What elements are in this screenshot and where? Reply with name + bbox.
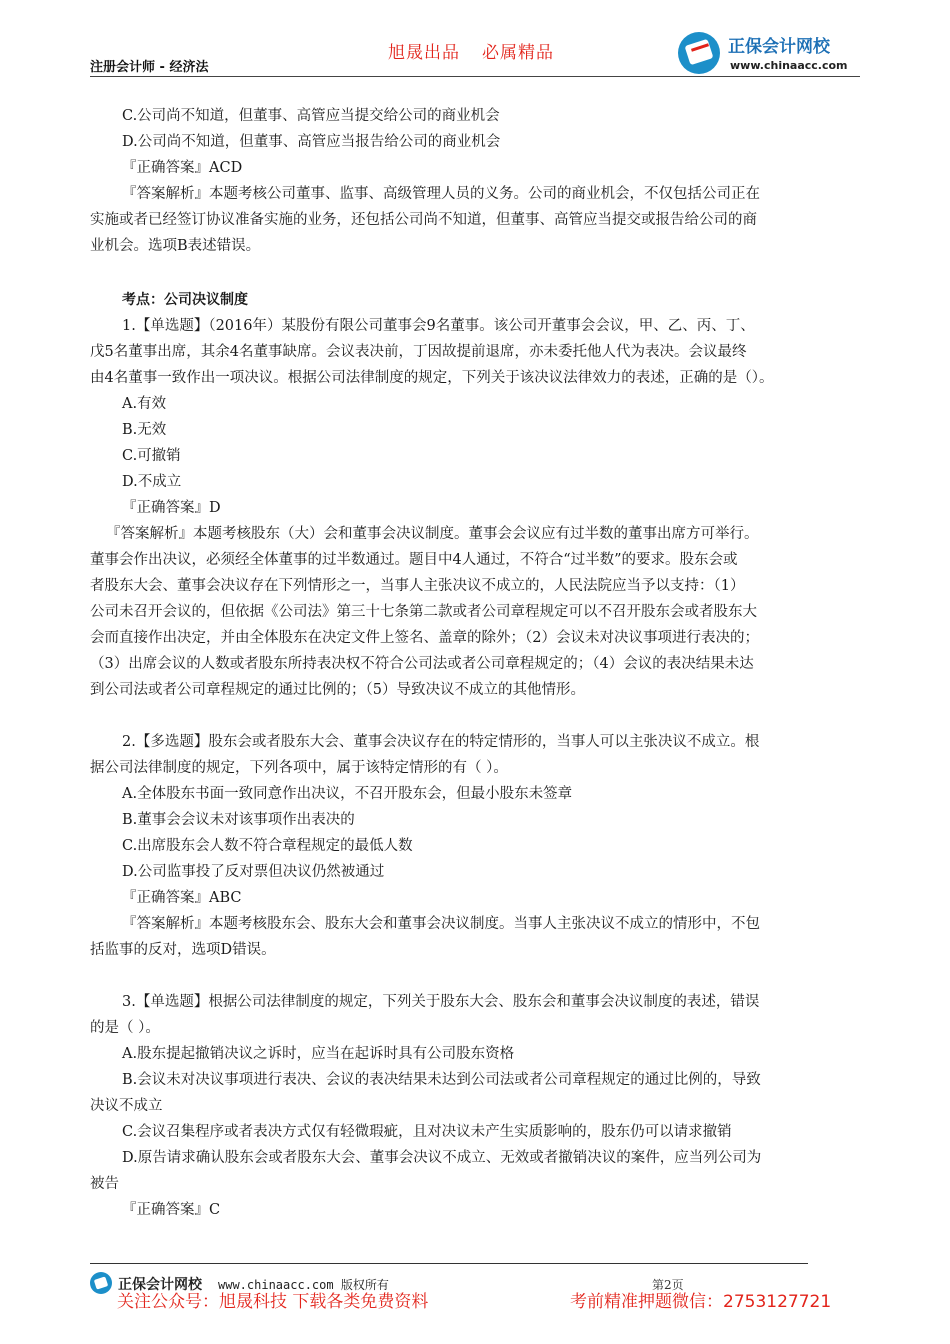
q1-stem-line: 戊5名董事出席，其余4名董事缺席。会议表决前，丁因故提前退席，亦未委托他人代为表决。会议最终 — [90, 344, 747, 360]
q3-option-c: C.会议召集程序或者表决方式仅有轻微瑕疵，且对决议未产生实质影响的，股东仍可以请求撤销 — [122, 1124, 732, 1140]
q1-analysis-line: 者股东大会、董事会决议存在下列情形之一，当事人主张决议不成立的，人民法院应当予以支持：（1） — [90, 578, 745, 594]
footer-logo-icon — [90, 1272, 112, 1294]
q1-analysis-line: 『答案解析』本题考核股东（大）会和董事会决议制度。董事会会议应有过半数的董事出席方可举行。 — [106, 526, 759, 542]
prev-option-d: D.公司尚不知道，但董事、高管应当报告给公司的商业机会 — [122, 134, 501, 150]
slogan-part-1: 旭晟出品 — [388, 43, 460, 63]
q1-option-b: B.无效 — [122, 422, 167, 438]
q1-stem-line: 由4名董事一致作出一项决议。根据公司法律制度的规定，下列关于该决议法律效力的表述，正确的是（）。 — [90, 370, 774, 386]
prev-answer: 『正确答案』ACD — [122, 160, 243, 176]
q3-stem-line: 的是（ ）。 — [90, 1020, 160, 1036]
q2-stem-line: 据公司法律制度的规定，下列各项中，属于该特定情形的有（ ）。 — [90, 760, 508, 776]
promo-contact: 考前精准押题微信：2753127721 — [570, 1292, 832, 1312]
q2-analysis-line: 『答案解析』本题考核股东会、股东大会和董事会决议制度。当事人主张决议不成立的情形中，不包 — [122, 916, 760, 932]
brand-url: www.chinaacc.com — [730, 59, 848, 72]
slogan-part-2: 必属精品 — [482, 43, 554, 63]
q2-stem-line: 2.【多选题】股东会或者股东大会、董事会决议存在的特定情形的，当事人可以主张决议不成立。根 — [122, 734, 760, 750]
q1-analysis-line: 董事会作出决议，必须经全体董事的过半数通过。题目中4人通过，不符合“过半数”的要求。股东会或 — [90, 552, 738, 568]
prev-option-c: C.公司尚不知道，但董事、高管应当提交给公司的商业机会 — [122, 108, 500, 124]
q1-analysis-line: 到公司法或者公司章程规定的通过比例的；（5）导致决议不成立的其他情形。 — [90, 682, 585, 698]
footer-copyright: www.chinaacc.com 版权所有 — [218, 1278, 389, 1292]
page-number: 第2页 — [652, 1278, 684, 1292]
q2-answer: 『正确答案』ABC — [122, 890, 242, 906]
q3-option-b: B.会议未对决议事项进行表决、会议的表决结果未达到公司法或者公司章程规定的通过比例的，导致 — [122, 1072, 761, 1088]
q1-analysis-line: 会而直接作出决定，并由全体股东在决定文件上签名、盖章的除外；（2）会议未对决议事项进行表决的； — [90, 630, 759, 646]
prev-analysis-line: 『答案解析』本题考核公司董事、监事、高级管理人员的义务。公司的商业机会，不仅包括公司正在 — [122, 186, 760, 202]
q3-option-b-cont: 决议不成立 — [90, 1098, 163, 1114]
q3-option-a: A.股东提起撤销决议之诉时，应当在起诉时具有公司股东资格 — [122, 1046, 515, 1062]
q1-analysis-line: 公司未召开会议的，但依据《公司法》第三十七条第二款或者公司章程规定可以不召开股东会或者股东大 — [90, 604, 757, 620]
q3-answer: 『正确答案』C — [122, 1202, 221, 1218]
q1-stem-line: 1.【单选题】（2016年）某股份有限公司董事会9名董事。该公司开董事会会议，甲、乙、丙、丁、 — [122, 318, 755, 334]
prev-analysis-line: 业机会。选项B表述错误。 — [90, 238, 261, 254]
q2-option-d: D.公司监事投了反对票但决议仍然被通过 — [122, 864, 385, 880]
q2-option-c: C.出席股东会人数不符合章程规定的最低人数 — [122, 838, 413, 854]
q1-analysis-line: （3）出席会议的人数或者股东所持表决权不符合公司法或者公司章程规定的；（4）会议的表决结果未达 — [90, 656, 754, 672]
subject-header: 注册会计师 - 经济法 — [90, 60, 209, 75]
prev-analysis-line: 实施或者已经签订协议准备实施的业务，还包括公司尚不知道，但董事、高管应当提交或报告给公司的商 — [90, 212, 757, 228]
brand-logo-icon — [678, 32, 720, 74]
q2-option-b: B.董事会会议未对该事项作出表决的 — [122, 812, 355, 828]
brand-logo — [678, 30, 878, 76]
q1-option-c: C.可撤销 — [122, 448, 181, 464]
brand-name: 正保会计网校 — [728, 37, 830, 57]
q3-option-d-cont: 被告 — [90, 1176, 119, 1192]
promo-wechat-account: 关注公众号：旭晟科技 下载各类免费资料 — [117, 1292, 429, 1312]
q3-stem-line: 3.【单选题】根据公司法律制度的规定，下列关于股东大会、股东会和董事会决议制度的表述，错误 — [122, 994, 760, 1010]
header-divider — [90, 76, 860, 77]
q2-analysis-line: 括监事的反对，选项D错误。 — [90, 942, 276, 958]
q1-option-d: D.不成立 — [122, 474, 182, 490]
q2-option-a: A.全体股东书面一致同意作出决议，不召开股东会，但最小股东未签章 — [122, 786, 573, 802]
footer-brand: 正保会计网校 — [118, 1277, 202, 1293]
section-title: 考点：公司决议制度 — [122, 292, 248, 308]
slogan — [388, 38, 576, 63]
q1-option-a: A.有效 — [122, 396, 167, 412]
q1-answer: 『正确答案』D — [122, 500, 221, 516]
q3-option-d: D.原告请求确认股东会或者股东大会、董事会决议不成立、无效或者撤销决议的案件，应当列公司为 — [122, 1150, 762, 1166]
footer-divider — [90, 1263, 808, 1264]
